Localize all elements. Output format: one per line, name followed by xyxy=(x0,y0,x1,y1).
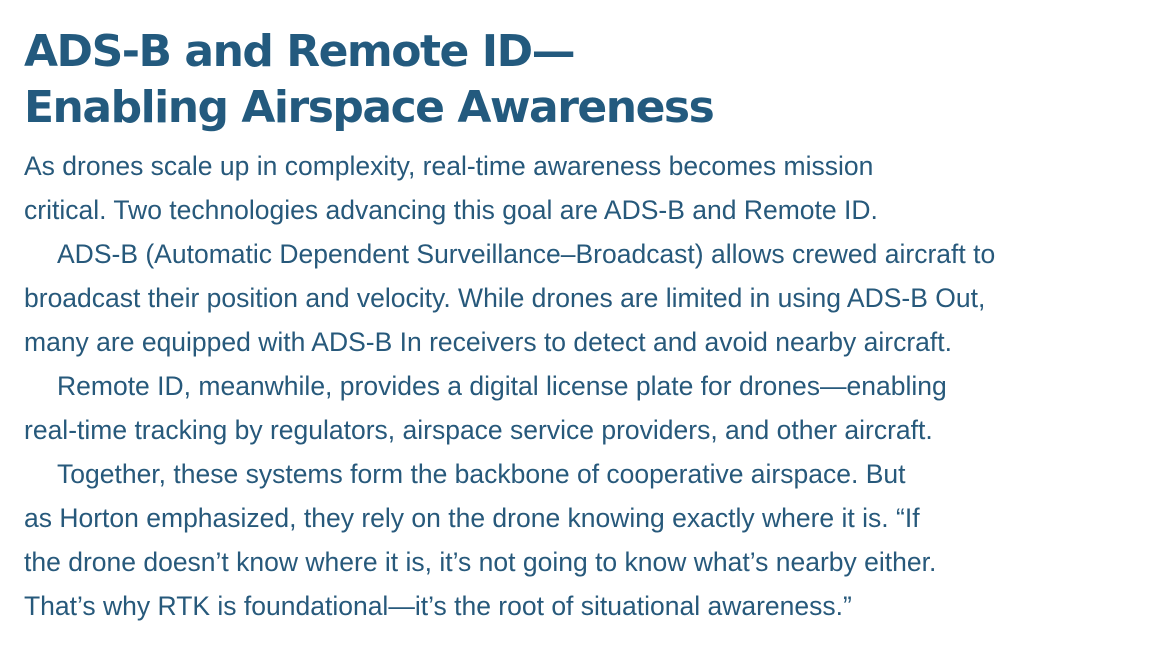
text-line: broadcast their position and velocity. While drones are limited in using ADS-B Out, xyxy=(24,283,986,313)
text-line: as Horton emphasized, they rely on the drone knowing exactly where it is. “If xyxy=(24,503,920,533)
text-line: critical. Two technologies advancing this goal are ADS-B and Remote ID. xyxy=(24,195,878,225)
text-line: That’s why RTK is foundational—it’s the root of situational awareness.” xyxy=(24,591,852,621)
article xyxy=(24,24,1144,628)
text-line: many are equipped with ADS-B In receivers to detect and avoid nearby aircraft. xyxy=(24,327,952,357)
title-line: ADS-B and Remote ID— xyxy=(24,26,575,77)
article-title xyxy=(24,24,1144,136)
text-line: Remote ID, meanwhile, provides a digital license plate for drones—enabling xyxy=(57,371,947,401)
paragraph-remote-id xyxy=(24,364,1144,452)
title-line: Enabling Airspace Awareness xyxy=(24,82,714,133)
text-line: Together, these systems form the backbone of cooperative airspace. But xyxy=(57,459,906,489)
paragraph-intro xyxy=(24,144,1144,232)
text-line: the drone doesn’t know where it is, it’s not going to know what’s nearby either. xyxy=(24,547,937,577)
article-body xyxy=(24,144,1144,628)
paragraph-ads-b xyxy=(24,232,1144,364)
text-line: As drones scale up in complexity, real-time awareness becomes mission xyxy=(24,151,874,181)
paragraph-together xyxy=(24,452,1144,628)
text-line: real-time tracking by regulators, airspace service providers, and other aircraft. xyxy=(24,415,933,445)
text-line: ADS-B (Automatic Dependent Surveillance–Broadcast) allows crewed aircraft to xyxy=(57,239,996,269)
